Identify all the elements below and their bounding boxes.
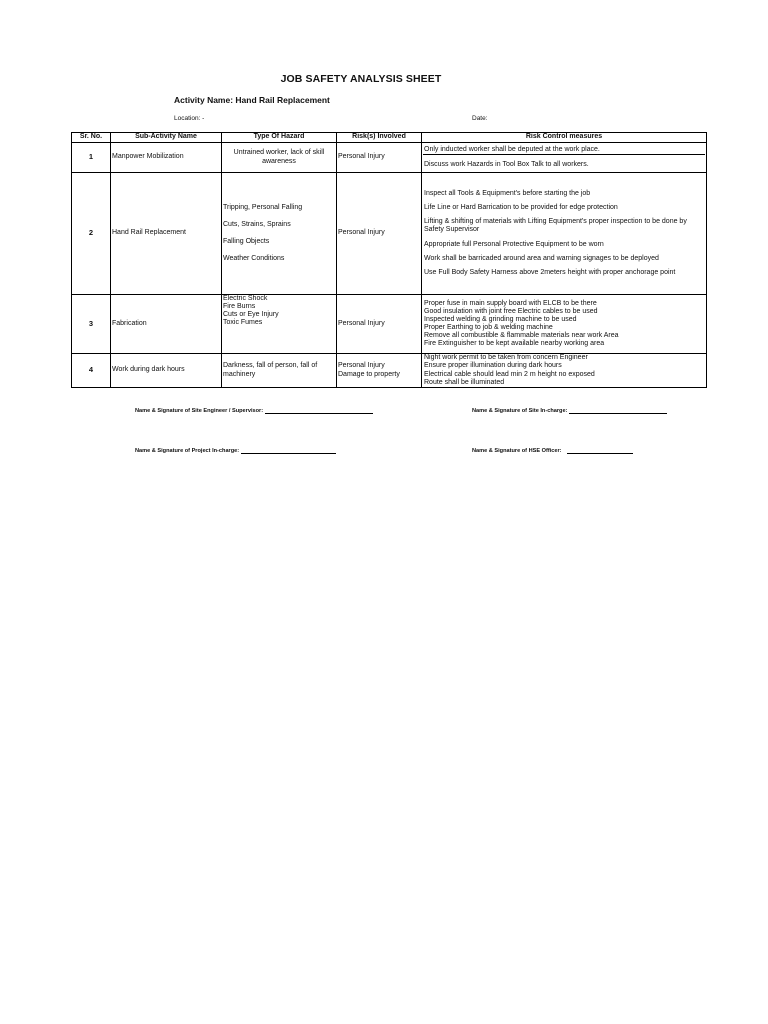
hazard-cell bbox=[222, 143, 337, 173]
control-item: Remove all combustible & flammable materials near work Area bbox=[424, 332, 619, 340]
location-field: Location: - bbox=[174, 115, 205, 122]
signature-project-incharge bbox=[135, 447, 336, 454]
signature-line[interactable] bbox=[265, 407, 373, 414]
hazard-item: Tripping, Personal Falling bbox=[223, 203, 303, 211]
signature-line[interactable] bbox=[241, 447, 336, 454]
control-item: Night work permit to be taken from concern Engineer bbox=[424, 354, 588, 362]
table-row bbox=[72, 143, 707, 173]
risk-item: Damage to property bbox=[338, 370, 400, 378]
control-measures-cell bbox=[422, 354, 707, 388]
control-item: Electrical cable should lead min 2 m height no exposed bbox=[424, 370, 595, 378]
document-title: JOB SAFETY ANALYSIS SHEET bbox=[280, 73, 442, 85]
control-measures-cell bbox=[422, 295, 707, 354]
control-item: Discuss work Hazards in Tool Box Talk to all workers. bbox=[424, 160, 589, 168]
signature-label: Name & Signature of Site In-charge: bbox=[472, 408, 568, 414]
signature-label: Name & Signature of Project In-charge: bbox=[135, 448, 240, 454]
table-row bbox=[72, 354, 707, 388]
control-item: Proper Earthing to job & welding machine bbox=[424, 324, 553, 331]
header-sub-activity: Sub-Activity Name bbox=[111, 133, 222, 143]
date-field: Date: bbox=[472, 115, 488, 122]
hazard-item: Weather Conditions bbox=[223, 255, 285, 263]
sr-no-cell: 3 bbox=[72, 295, 111, 354]
header-sr-no: Sr. No. bbox=[72, 133, 111, 143]
hazard-item: Cuts or Eye Injury bbox=[223, 311, 279, 319]
header-risks: Risk(s) Involved bbox=[337, 133, 422, 143]
hazard-item: Toxic Fumes bbox=[223, 319, 263, 327]
risk-cell: Personal Injury bbox=[337, 143, 422, 173]
control-item: Ensure proper illumination during dark hours bbox=[424, 362, 562, 370]
control-item: Route shall be illuminated bbox=[424, 378, 505, 386]
signature-label: Name & Signature of Site Engineer / Supervisor: bbox=[135, 408, 264, 414]
hazard-item: Electric Shock bbox=[223, 295, 268, 302]
signature-site-incharge bbox=[472, 407, 667, 414]
hazard-item: Darkness, fall of person, fall of machinery bbox=[223, 362, 318, 378]
control-item: Appropriate full Personal Protective Equipment to be worn bbox=[424, 240, 604, 248]
sub-activity-cell: Hand Rail Replacement bbox=[111, 173, 222, 295]
control-item: Inspect all Tools & Equipment's before starting the job bbox=[424, 190, 591, 198]
control-item: Inspected welding & grinding machine to be used bbox=[424, 315, 577, 323]
header-hazard-type: Type Of Hazard bbox=[222, 133, 337, 143]
sub-activity-cell: Fabrication bbox=[111, 295, 222, 354]
signature-label: Name & Signature of HSE Officer: bbox=[472, 448, 562, 454]
control-item: Proper fuse in main supply board with ELCB to be there bbox=[424, 299, 597, 307]
sub-activity-cell: Work during dark hours bbox=[111, 354, 222, 388]
control-item: Life Line or Hard Barrication to be provided for edge protection bbox=[424, 204, 618, 212]
jsa-table bbox=[71, 132, 707, 388]
activity-name: Activity Name: Hand Rail Replacement bbox=[174, 95, 330, 105]
hazard-item: Falling Objects bbox=[223, 238, 270, 245]
hazard-cell bbox=[222, 173, 337, 295]
sr-no-cell: 1 bbox=[72, 143, 111, 173]
signature-line[interactable] bbox=[569, 407, 667, 414]
sr-no-cell: 4 bbox=[72, 354, 111, 388]
signature-hse-officer bbox=[472, 447, 633, 454]
sub-activity-cell: Manpower Mobilization bbox=[111, 143, 222, 173]
signature-site-engineer bbox=[135, 407, 373, 414]
header-control-measures: Risk Control measures bbox=[422, 133, 707, 143]
sr-no-cell: 2 bbox=[72, 173, 111, 295]
hazard-item: Fire Burns bbox=[223, 303, 256, 311]
control-item: Lifting & shifting of materials with Lifting Equipment's proper inspection to be done by Safety Supervisor bbox=[424, 218, 687, 234]
table-row bbox=[72, 173, 707, 295]
hazard-cell bbox=[222, 295, 337, 354]
table-header-row bbox=[72, 133, 707, 143]
control-item: Only inducted worker shall be deputed at the work place. bbox=[423, 146, 705, 155]
risk-cell bbox=[337, 354, 422, 388]
control-measures-cell bbox=[422, 173, 707, 295]
control-item: Fire Extinguisher to be kept available nearby working area bbox=[424, 340, 605, 348]
signature-line[interactable] bbox=[567, 447, 633, 454]
control-item: Good insulation with joint free Electric cables to be used bbox=[424, 307, 598, 315]
risk-cell: Personal Injury bbox=[337, 295, 422, 354]
hazard-item: Cuts, Strains, Sprains bbox=[223, 220, 291, 228]
control-measures-cell bbox=[422, 143, 707, 173]
control-item: Work shall be barricaded around area and warning signages to be deployed bbox=[424, 254, 659, 262]
control-item: Use Full Body Safety Harness above 2meters height with proper anchorage point bbox=[424, 268, 676, 276]
risk-item: Personal Injury bbox=[338, 362, 385, 370]
risk-cell: Personal Injury bbox=[337, 173, 422, 295]
hazard-item: Untrained worker, lack of skill awareness bbox=[233, 149, 325, 165]
hazard-cell bbox=[222, 354, 337, 388]
table-row bbox=[72, 295, 707, 354]
